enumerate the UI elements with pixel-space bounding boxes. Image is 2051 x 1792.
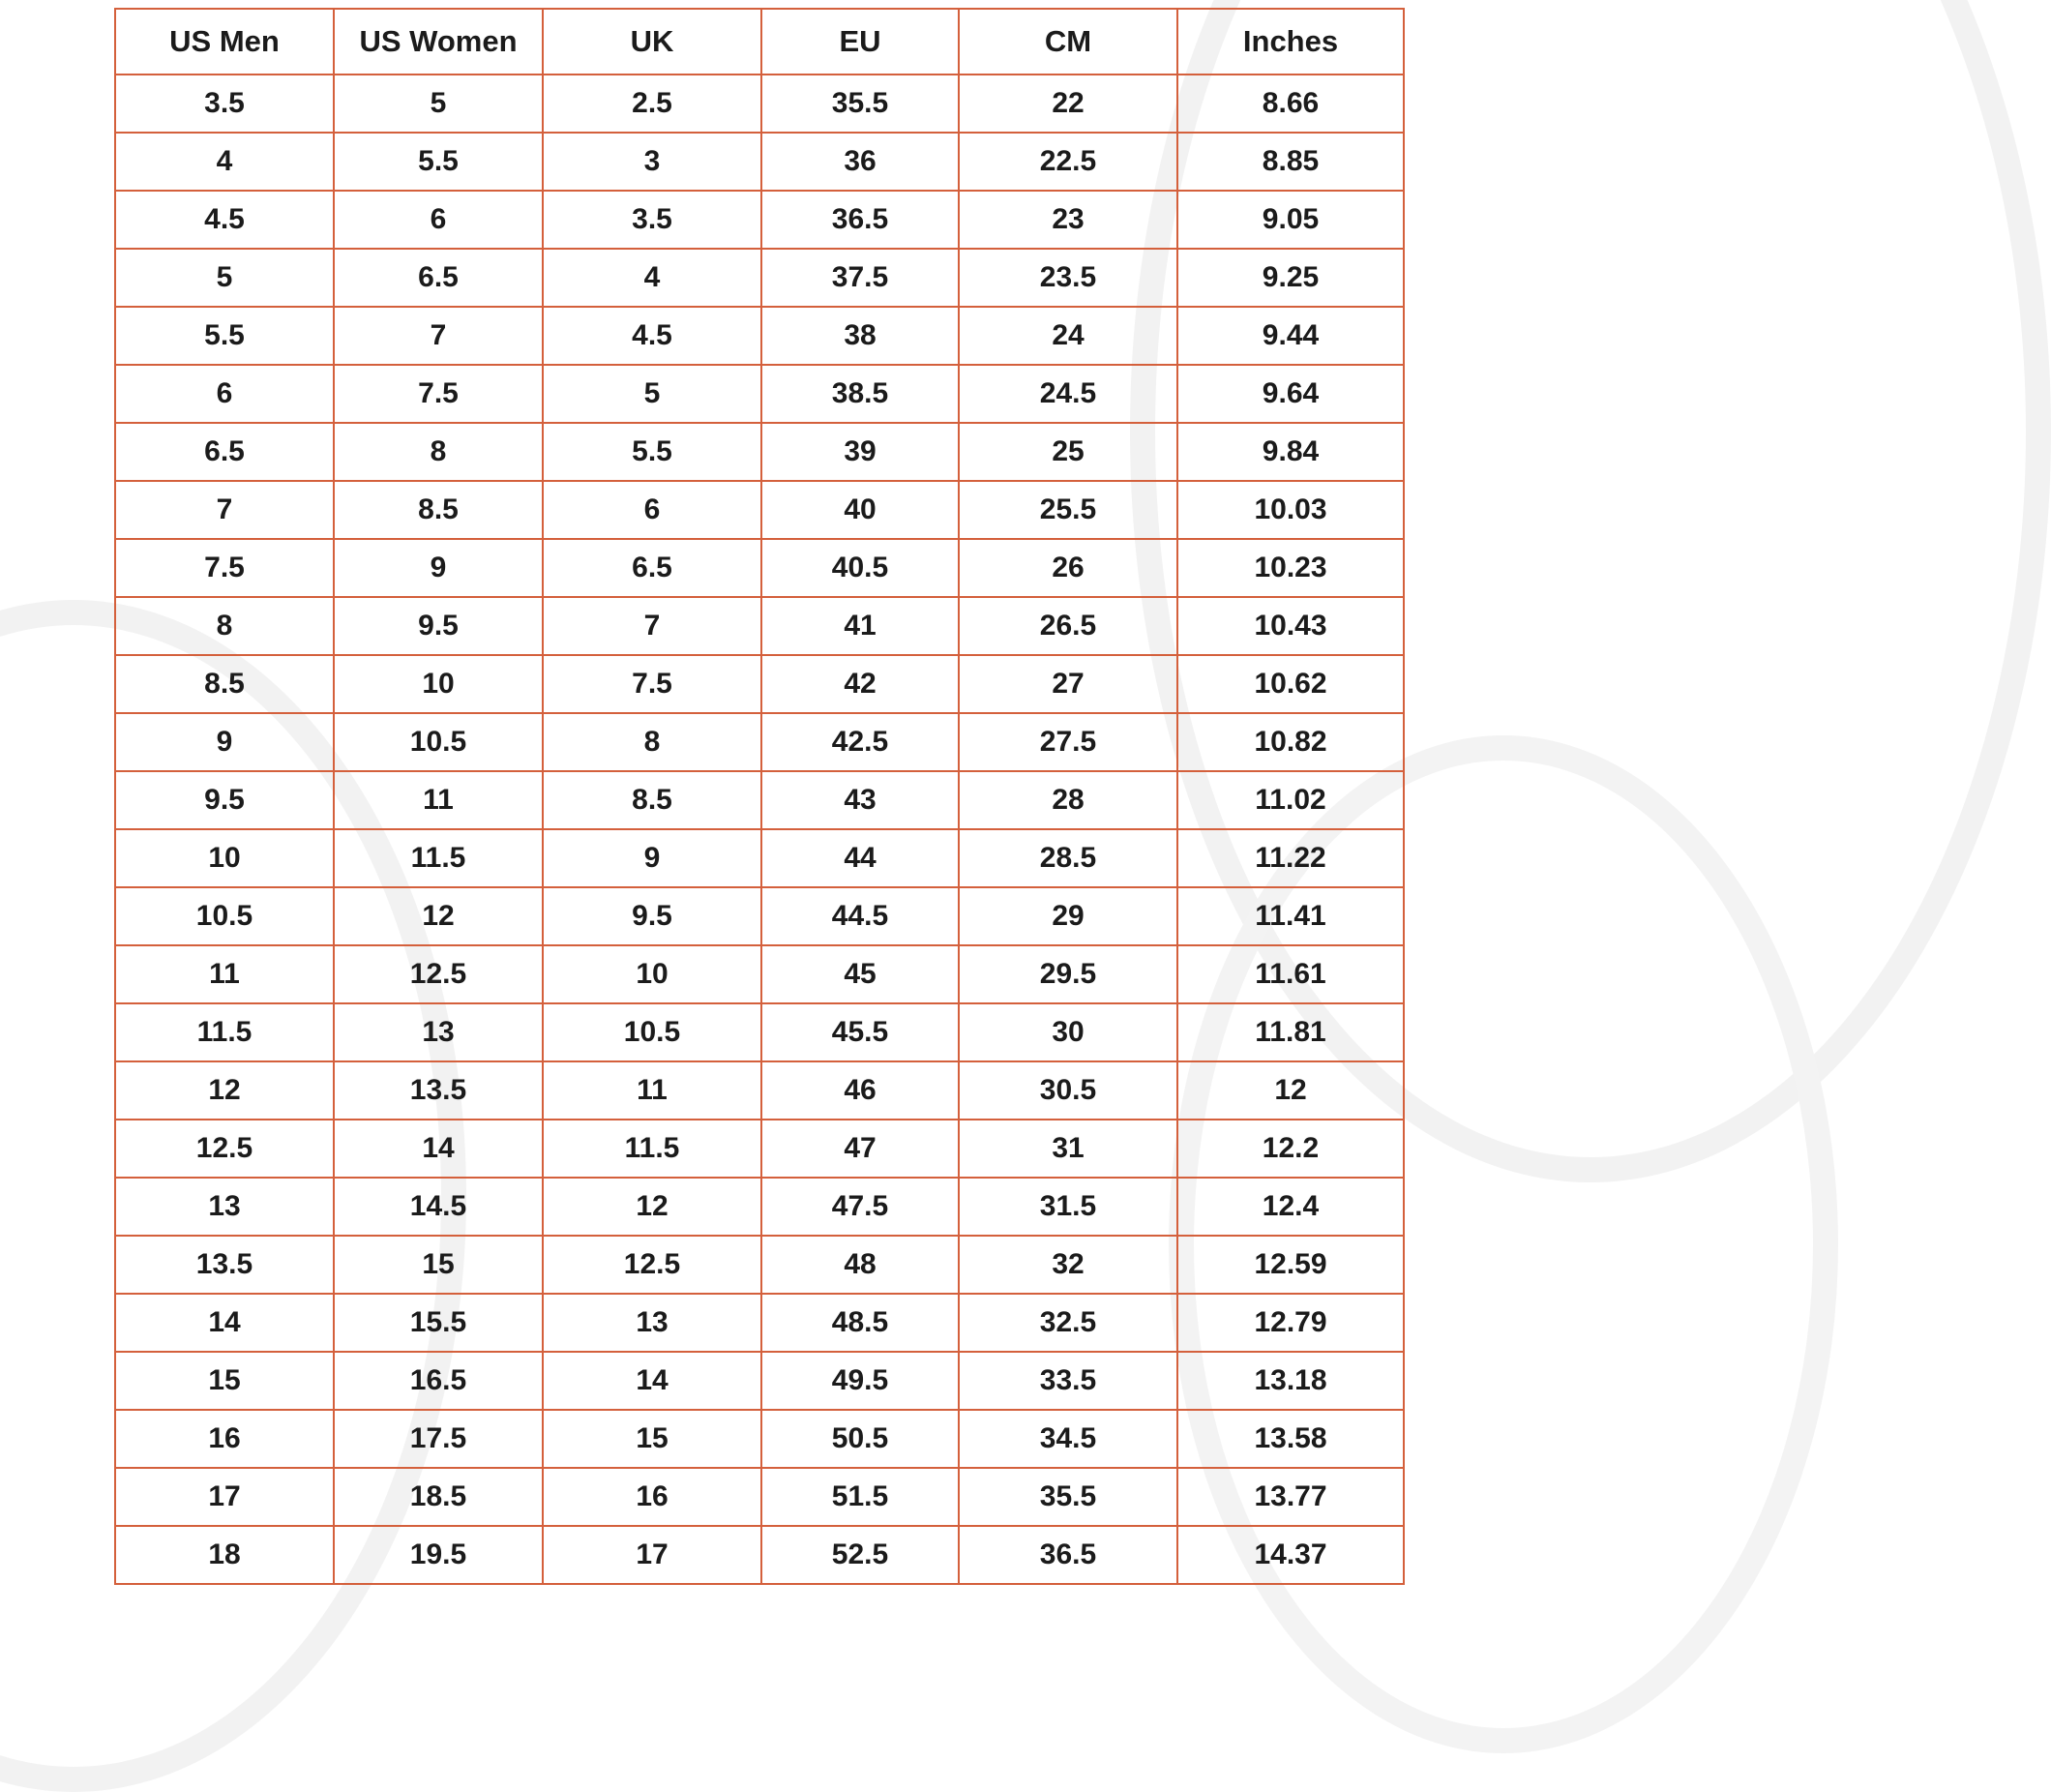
table-cell: 14.5 (334, 1178, 543, 1236)
table-cell: 12.5 (115, 1120, 334, 1178)
table-cell: 18.5 (334, 1468, 543, 1526)
table-cell: 28.5 (959, 829, 1177, 887)
table-cell: 6.5 (115, 423, 334, 481)
table-cell: 12.59 (1177, 1236, 1404, 1294)
table-row (115, 597, 1404, 655)
table-cell: 4.5 (115, 191, 334, 249)
table-cell: 50.5 (761, 1410, 959, 1468)
table-cell: 11.61 (1177, 945, 1404, 1003)
table-cell: 38 (761, 307, 959, 365)
table-cell: 10.03 (1177, 481, 1404, 539)
table-cell: 44.5 (761, 887, 959, 945)
table-cell: 12 (334, 887, 543, 945)
table-cell: 23 (959, 191, 1177, 249)
table-header-row (115, 9, 1404, 75)
size-conversion-table (114, 8, 1405, 1585)
table-cell: 39 (761, 423, 959, 481)
table-cell: 10.5 (115, 887, 334, 945)
table-cell: 16 (543, 1468, 761, 1526)
table-cell: 41 (761, 597, 959, 655)
table-cell: 10.62 (1177, 655, 1404, 713)
table-row (115, 307, 1404, 365)
table-row (115, 539, 1404, 597)
table-cell: 29.5 (959, 945, 1177, 1003)
table-cell: 7 (334, 307, 543, 365)
table-cell: 11.5 (543, 1120, 761, 1178)
table-cell: 49.5 (761, 1352, 959, 1410)
table-cell: 8.85 (1177, 133, 1404, 191)
table-cell: 9.5 (334, 597, 543, 655)
table-cell: 7.5 (543, 655, 761, 713)
table-cell: 8.5 (115, 655, 334, 713)
table-cell: 9 (115, 713, 334, 771)
table-cell: 48 (761, 1236, 959, 1294)
table-cell: 11.41 (1177, 887, 1404, 945)
table-cell: 15 (334, 1236, 543, 1294)
table-cell: 3.5 (543, 191, 761, 249)
table-cell: 5 (115, 249, 334, 307)
table-row (115, 1236, 1404, 1294)
table-cell: 9.05 (1177, 191, 1404, 249)
table-cell: 10 (115, 829, 334, 887)
table-cell: 10 (334, 655, 543, 713)
table-row (115, 771, 1404, 829)
table-row (115, 829, 1404, 887)
table-cell: 47.5 (761, 1178, 959, 1236)
table-cell: 51.5 (761, 1468, 959, 1526)
table-header (115, 9, 1404, 75)
table-cell: 44 (761, 829, 959, 887)
table-cell: 8.5 (543, 771, 761, 829)
table-cell: 8 (334, 423, 543, 481)
table-cell: 42.5 (761, 713, 959, 771)
table-row (115, 1003, 1404, 1061)
table-row (115, 191, 1404, 249)
column-header: Inches (1177, 9, 1404, 75)
table-cell: 36.5 (959, 1526, 1177, 1584)
table-row (115, 1061, 1404, 1120)
table-cell: 4.5 (543, 307, 761, 365)
table-cell: 6 (334, 191, 543, 249)
table-cell: 7 (115, 481, 334, 539)
table-cell: 6.5 (543, 539, 761, 597)
table-cell: 12.2 (1177, 1120, 1404, 1178)
table-cell: 12 (543, 1178, 761, 1236)
table-row (115, 887, 1404, 945)
table-cell: 11.81 (1177, 1003, 1404, 1061)
table-cell: 38.5 (761, 365, 959, 423)
table-row (115, 1120, 1404, 1178)
table-cell: 29 (959, 887, 1177, 945)
table-cell: 10.5 (334, 713, 543, 771)
table-cell: 40.5 (761, 539, 959, 597)
table-cell: 14 (115, 1294, 334, 1352)
table-cell: 4 (115, 133, 334, 191)
table-cell: 19.5 (334, 1526, 543, 1584)
table-cell: 12 (1177, 1061, 1404, 1120)
table-cell: 43 (761, 771, 959, 829)
table-row (115, 365, 1404, 423)
table-cell: 7 (543, 597, 761, 655)
table-cell: 17 (543, 1526, 761, 1584)
table-cell: 30 (959, 1003, 1177, 1061)
table-cell: 15.5 (334, 1294, 543, 1352)
table-cell: 11 (115, 945, 334, 1003)
table-cell: 14 (543, 1352, 761, 1410)
table-cell: 25.5 (959, 481, 1177, 539)
table-cell: 5 (543, 365, 761, 423)
table-cell: 9.5 (115, 771, 334, 829)
table-row (115, 133, 1404, 191)
column-header: US Men (115, 9, 334, 75)
table-cell: 11.02 (1177, 771, 1404, 829)
table-cell: 13 (543, 1294, 761, 1352)
table-cell: 2.5 (543, 75, 761, 133)
table-cell: 22.5 (959, 133, 1177, 191)
table-row (115, 713, 1404, 771)
table-cell: 9.5 (543, 887, 761, 945)
table-cell: 12.5 (334, 945, 543, 1003)
table-cell: 9.84 (1177, 423, 1404, 481)
table-row (115, 655, 1404, 713)
table-cell: 13.77 (1177, 1468, 1404, 1526)
table-cell: 33.5 (959, 1352, 1177, 1410)
table-row (115, 481, 1404, 539)
table-cell: 14.37 (1177, 1526, 1404, 1584)
table-cell: 13.5 (334, 1061, 543, 1120)
table-cell: 10 (543, 945, 761, 1003)
table-cell: 10.23 (1177, 539, 1404, 597)
table-cell: 9 (543, 829, 761, 887)
table-cell: 45 (761, 945, 959, 1003)
table-cell: 35.5 (761, 75, 959, 133)
table-cell: 52.5 (761, 1526, 959, 1584)
table-cell: 10.43 (1177, 597, 1404, 655)
table-cell: 12 (115, 1061, 334, 1120)
table-cell: 15 (115, 1352, 334, 1410)
table-cell: 35.5 (959, 1468, 1177, 1526)
table-cell: 31.5 (959, 1178, 1177, 1236)
table-cell: 16.5 (334, 1352, 543, 1410)
table-cell: 36 (761, 133, 959, 191)
table-cell: 6 (543, 481, 761, 539)
table-cell: 26.5 (959, 597, 1177, 655)
table-cell: 11.5 (115, 1003, 334, 1061)
column-header: UK (543, 9, 761, 75)
table-cell: 12.79 (1177, 1294, 1404, 1352)
table-cell: 7.5 (115, 539, 334, 597)
table-cell: 13.58 (1177, 1410, 1404, 1468)
table-cell: 5 (334, 75, 543, 133)
table-cell: 36.5 (761, 191, 959, 249)
table-cell: 10.82 (1177, 713, 1404, 771)
table-cell: 18 (115, 1526, 334, 1584)
table-cell: 24.5 (959, 365, 1177, 423)
table-cell: 22 (959, 75, 1177, 133)
table-cell: 25 (959, 423, 1177, 481)
table-cell: 11 (334, 771, 543, 829)
table-cell: 48.5 (761, 1294, 959, 1352)
table-cell: 23.5 (959, 249, 1177, 307)
table-cell: 12.4 (1177, 1178, 1404, 1236)
table-row (115, 1468, 1404, 1526)
table-cell: 46 (761, 1061, 959, 1120)
table-cell: 32 (959, 1236, 1177, 1294)
table-row (115, 75, 1404, 133)
table-cell: 15 (543, 1410, 761, 1468)
table-cell: 11.5 (334, 829, 543, 887)
table-cell: 5.5 (115, 307, 334, 365)
table-cell: 8.66 (1177, 75, 1404, 133)
table-row (115, 945, 1404, 1003)
table-cell: 3 (543, 133, 761, 191)
table-cell: 13.18 (1177, 1352, 1404, 1410)
table-cell: 34.5 (959, 1410, 1177, 1468)
table-cell: 8.5 (334, 481, 543, 539)
table-cell: 5.5 (334, 133, 543, 191)
table-cell: 37.5 (761, 249, 959, 307)
table-cell: 30.5 (959, 1061, 1177, 1120)
table-cell: 4 (543, 249, 761, 307)
table-row (115, 1178, 1404, 1236)
table-body (115, 75, 1404, 1584)
table-row (115, 1294, 1404, 1352)
column-header: US Women (334, 9, 543, 75)
table-cell: 42 (761, 655, 959, 713)
table-row (115, 1352, 1404, 1410)
table-cell: 9.44 (1177, 307, 1404, 365)
table-cell: 5.5 (543, 423, 761, 481)
table-cell: 6 (115, 365, 334, 423)
table-cell: 31 (959, 1120, 1177, 1178)
table-row (115, 249, 1404, 307)
table-cell: 17 (115, 1468, 334, 1526)
table-cell: 13 (334, 1003, 543, 1061)
table-cell: 47 (761, 1120, 959, 1178)
table-row (115, 1410, 1404, 1468)
table-cell: 11.22 (1177, 829, 1404, 887)
table-row (115, 1526, 1404, 1584)
table-cell: 13.5 (115, 1236, 334, 1294)
table-cell: 28 (959, 771, 1177, 829)
table-cell: 27.5 (959, 713, 1177, 771)
table-cell: 14 (334, 1120, 543, 1178)
table-cell: 12.5 (543, 1236, 761, 1294)
table-cell: 24 (959, 307, 1177, 365)
table-cell: 17.5 (334, 1410, 543, 1468)
table-cell: 3.5 (115, 75, 334, 133)
table-cell: 45.5 (761, 1003, 959, 1061)
table-row (115, 423, 1404, 481)
table-cell: 26 (959, 539, 1177, 597)
table-cell: 40 (761, 481, 959, 539)
table-cell: 6.5 (334, 249, 543, 307)
column-header: CM (959, 9, 1177, 75)
table-cell: 11 (543, 1061, 761, 1120)
table-cell: 8 (543, 713, 761, 771)
table-cell: 9.25 (1177, 249, 1404, 307)
table-cell: 32.5 (959, 1294, 1177, 1352)
table-cell: 7.5 (334, 365, 543, 423)
table-cell: 27 (959, 655, 1177, 713)
table-cell: 10.5 (543, 1003, 761, 1061)
table-cell: 9 (334, 539, 543, 597)
table-cell: 8 (115, 597, 334, 655)
table-cell: 13 (115, 1178, 334, 1236)
column-header: EU (761, 9, 959, 75)
table-cell: 9.64 (1177, 365, 1404, 423)
table-cell: 16 (115, 1410, 334, 1468)
